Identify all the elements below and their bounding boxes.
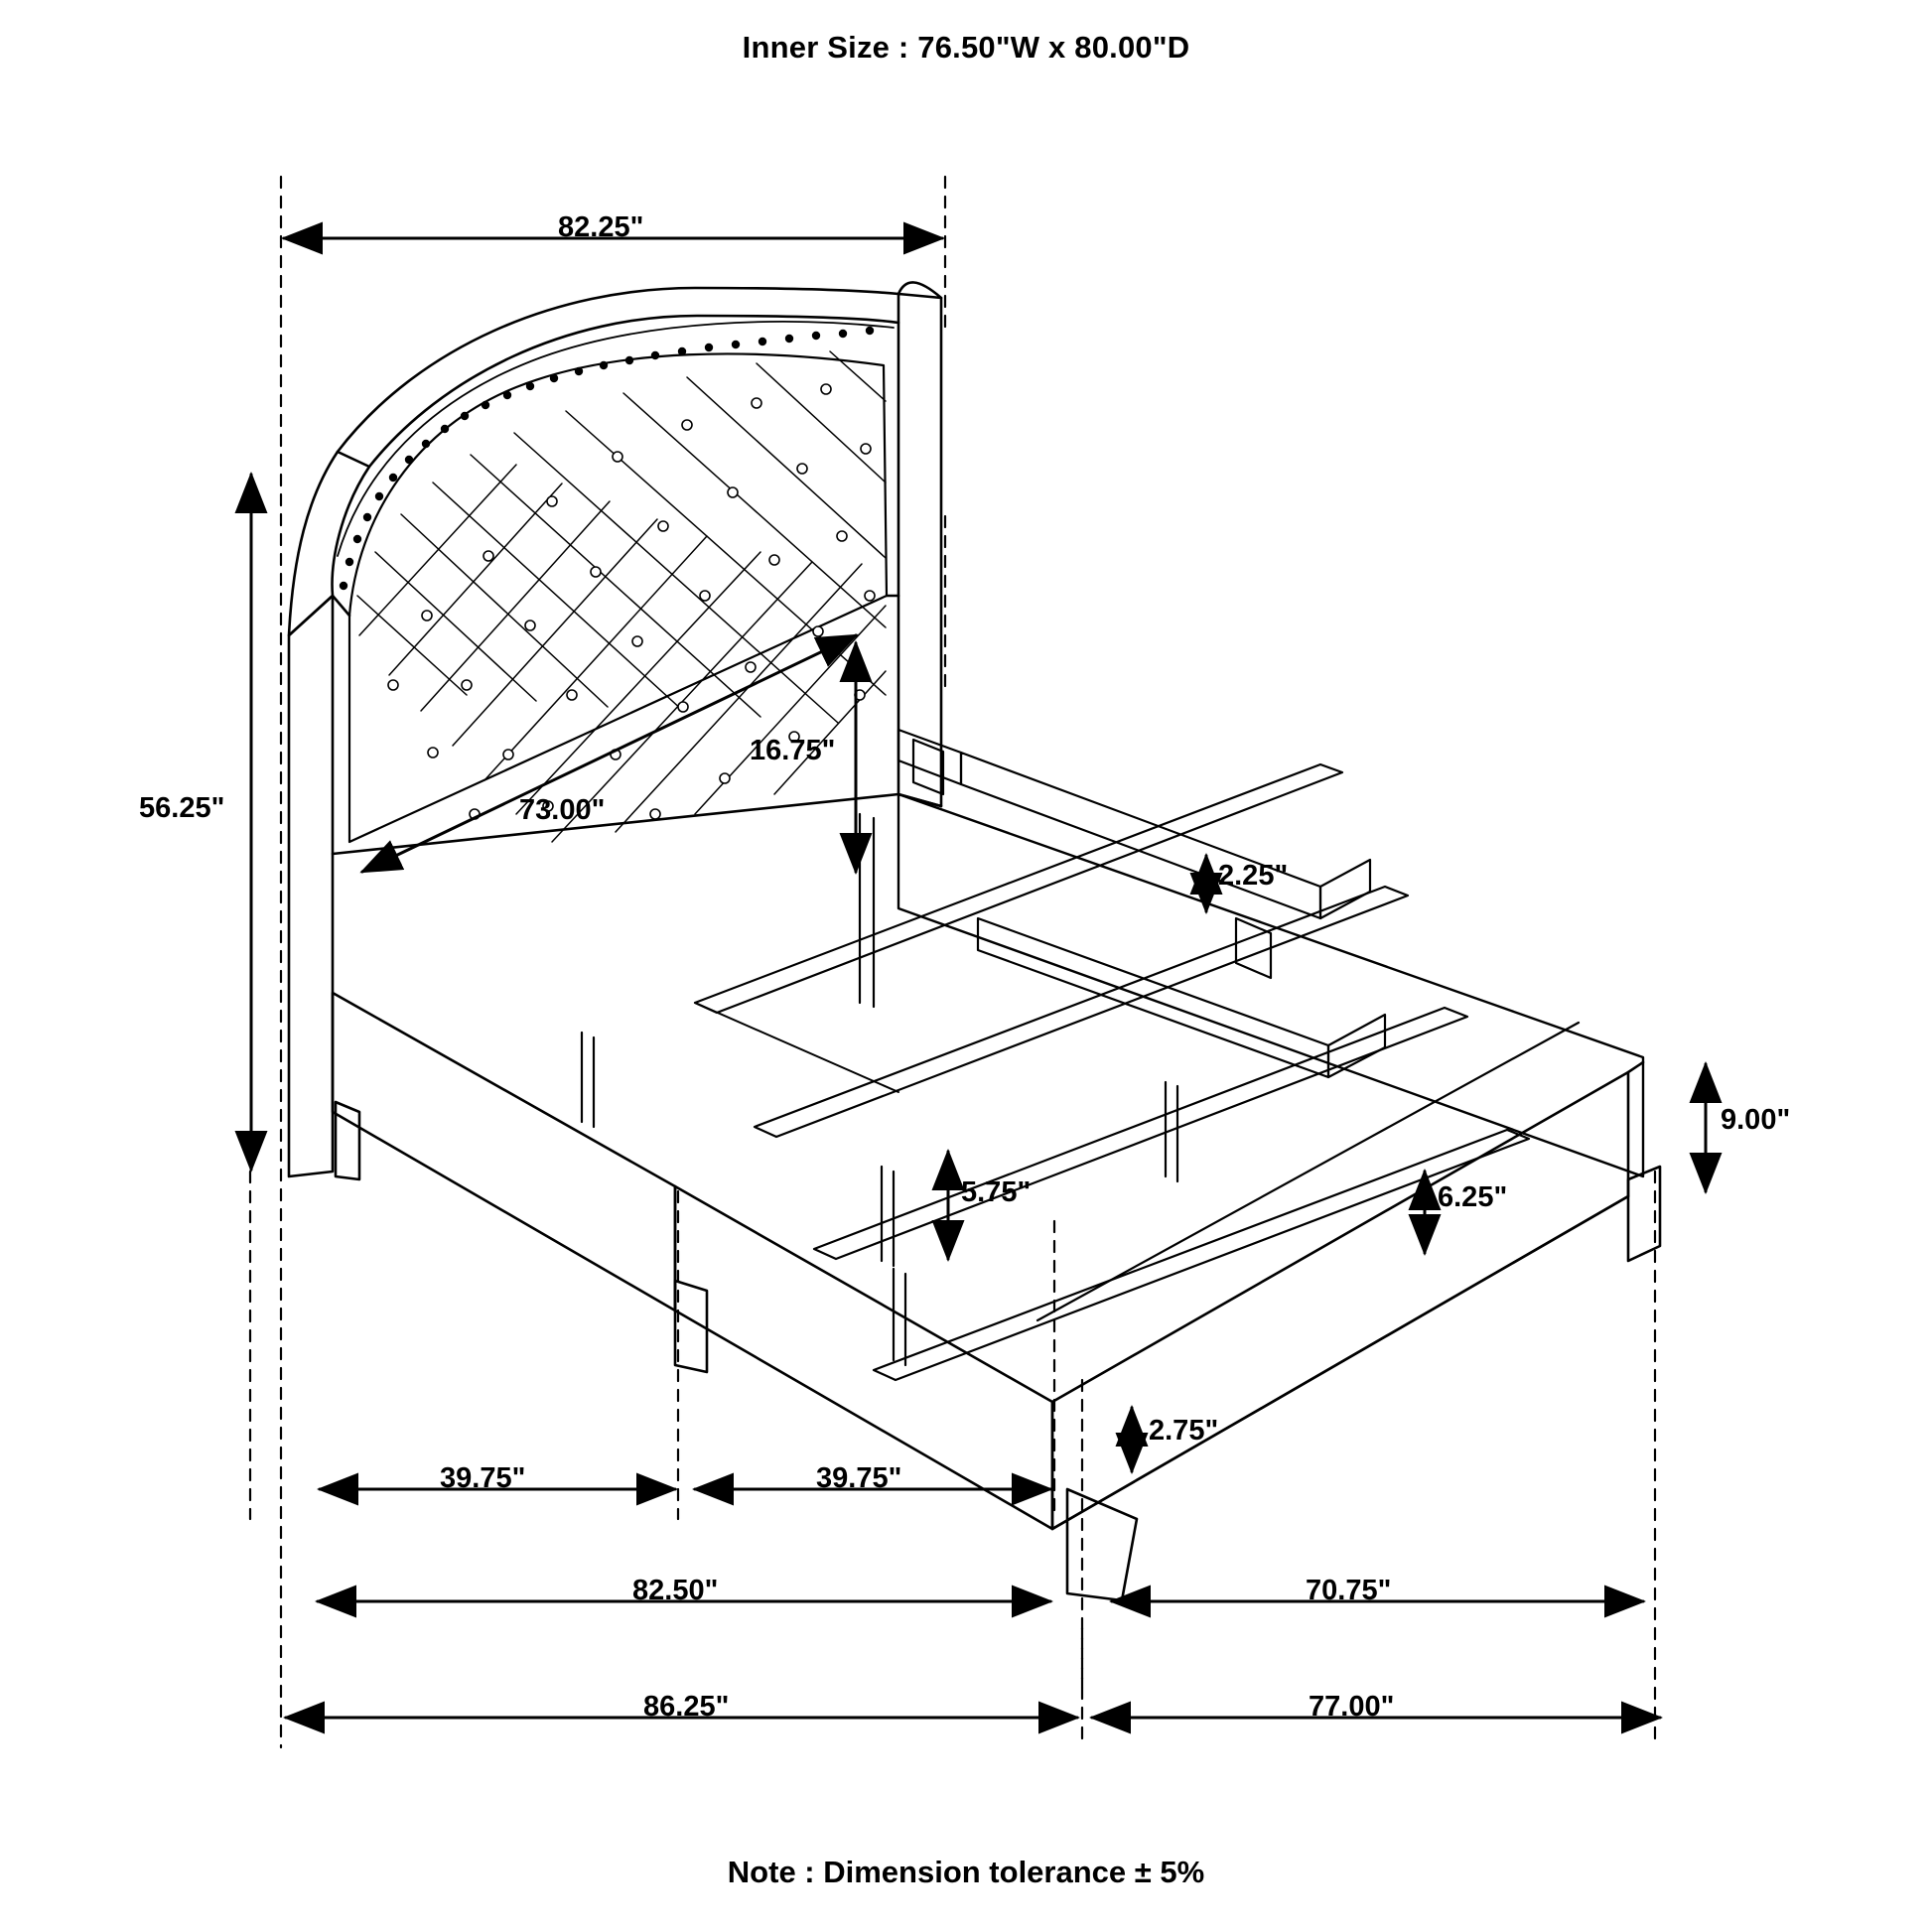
dim-frame-length: 82.50" xyxy=(632,1575,719,1606)
headboard xyxy=(289,282,941,1176)
extension-lines xyxy=(250,177,1655,1747)
dim-overall-width-top: 82.25" xyxy=(558,211,644,243)
dim-depth-right: 70.75" xyxy=(1306,1575,1392,1606)
nailhead-trim xyxy=(340,327,874,590)
dim-headboard-height: 56.25" xyxy=(139,792,225,824)
dimension-lines xyxy=(251,238,1706,1718)
bed-frame xyxy=(333,794,1643,1529)
dim-right-half-width: 39.75" xyxy=(816,1462,902,1494)
dim-side-rail-height: 9.00" xyxy=(1721,1104,1791,1136)
slat-system xyxy=(582,730,1579,1380)
dim-footboard-rail-height: 6.25" xyxy=(1438,1181,1508,1213)
dim-rail-offset: 2.25" xyxy=(1218,860,1289,892)
dim-overall-depth: 77.00" xyxy=(1309,1691,1395,1723)
dim-slat-clearance: 5.75" xyxy=(961,1176,1032,1208)
dim-headboard-panel-width: 73.00" xyxy=(519,794,606,826)
tufting-pattern xyxy=(357,351,886,842)
dim-leg-height: 2.75" xyxy=(1149,1415,1219,1447)
tolerance-note: Note : Dimension tolerance ± 5% xyxy=(727,1855,1205,1889)
dim-overall-length: 86.25" xyxy=(643,1691,730,1723)
page-title: Inner Size : 76.50"W x 80.00"D xyxy=(742,30,1190,65)
dim-left-half-width: 39.75" xyxy=(440,1462,526,1494)
dim-headboard-to-rail: 16.75" xyxy=(750,735,836,766)
